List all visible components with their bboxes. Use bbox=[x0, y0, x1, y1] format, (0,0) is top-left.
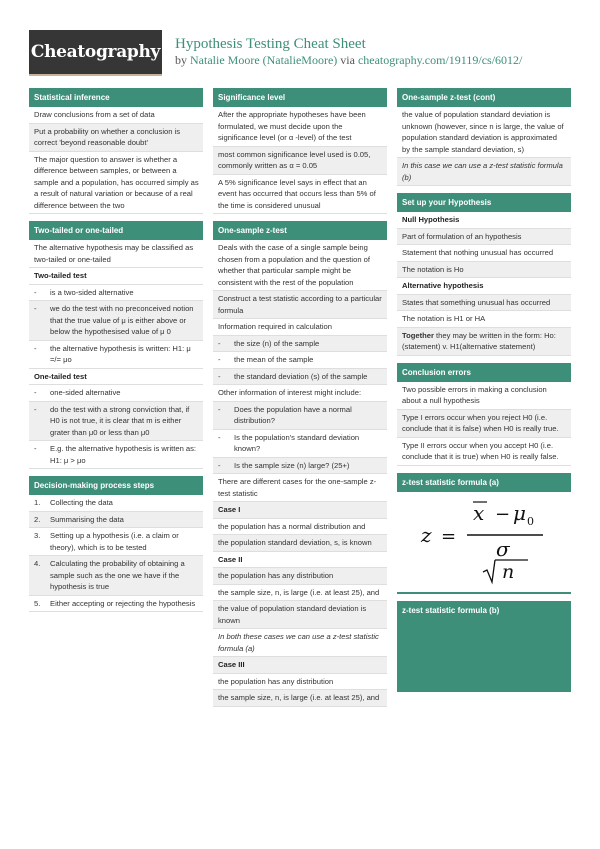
z-formula-svg bbox=[403, 498, 563, 586]
bullet-item: - Is the sample size (n) large? (25+) bbox=[213, 458, 387, 475]
text-row: the population has any distribution bbox=[213, 674, 387, 691]
formula-mu-subscript: 0 bbox=[527, 514, 534, 528]
section-formula-a bbox=[397, 473, 571, 594]
logo-text: Cheatography bbox=[30, 42, 161, 62]
formula-xbar: x bbox=[473, 500, 485, 525]
formula-sigma: σ bbox=[496, 536, 510, 561]
formula-mu: μ bbox=[513, 500, 526, 525]
section-title: z-test statistic formula (b) bbox=[397, 601, 571, 620]
text-row: States that something unusual has occurred bbox=[397, 295, 571, 312]
column-1 bbox=[29, 88, 203, 619]
formula-b-placeholder bbox=[397, 620, 571, 692]
byline: by Natalie Moore (NatalieMoore) via cheatography.com/19119/cs/6012/ bbox=[175, 53, 523, 67]
text-row: The major question to answer is whether a difference between samples, or between a sample and a population, has occurred simply as a result of natural variation or because of a real difference between the two bbox=[29, 152, 203, 215]
subheading: Null Hypothesis bbox=[397, 212, 571, 229]
section-significance-level bbox=[213, 88, 387, 214]
section-decision-steps bbox=[29, 476, 203, 612]
section-conclusion-errors bbox=[397, 363, 571, 466]
formula-n: n bbox=[502, 560, 515, 583]
bullet-item: - the size (n) of the sample bbox=[213, 336, 387, 353]
subheading: One-tailed test bbox=[29, 369, 203, 386]
text-row: A 5% significance level says in effect that an event has occurred that occurs less than 5% of the time is considered unusual bbox=[213, 175, 387, 215]
text-row: Put a probability on whether a conclusion is correct 'beyond reasonable doubt' bbox=[29, 124, 203, 152]
bullet-item: - is a two-sided alternative bbox=[29, 285, 203, 302]
section-one-sample-z-test bbox=[213, 221, 387, 707]
section-title: One-sample z-test bbox=[213, 221, 387, 240]
section-setup-hypothesis bbox=[397, 193, 571, 356]
section-title: Statistical inference bbox=[29, 88, 203, 107]
text-row: The notation is H1 or HA bbox=[397, 311, 571, 328]
text-row: There are different cases for the one-sample z-test statistic bbox=[213, 474, 387, 502]
formula-z: z bbox=[421, 522, 432, 547]
text-row: the population has a normal distribution and bbox=[213, 519, 387, 536]
note-row: In this case we can use a z-test statistic formula (b) bbox=[397, 158, 571, 186]
bullet-item: - the mean of the sample bbox=[213, 352, 387, 369]
text-row: The notation is Ho bbox=[397, 262, 571, 279]
text-row: Information required in calculation bbox=[213, 319, 387, 336]
text-row: Draw conclusions from a set of data bbox=[29, 107, 203, 124]
text-row: Other information of interest might include: bbox=[213, 385, 387, 402]
section-title: Two-tailed or one-tailed bbox=[29, 221, 203, 240]
section-title: Conclusion errors bbox=[397, 363, 571, 382]
text-row: the value of population standard deviation is unknown (however, since n is large, the value of population standard deviation is approximated by the sample standard deviation, s) bbox=[397, 107, 571, 158]
text-row: Construct a test statistic according to a particular formula bbox=[213, 291, 387, 319]
bullet-item: - E.g. the alternative hypothesis is written as: H1: μ > μo bbox=[29, 441, 203, 469]
text-row: The alternative hypothesis may be classified as two-tailed or one-tailed bbox=[29, 240, 203, 268]
numbered-item: 5. Either accepting or rejecting the hypothesis bbox=[29, 596, 203, 613]
section-formula-b bbox=[397, 601, 571, 692]
subheading: Case II bbox=[213, 552, 387, 569]
subheading: Alternative hypothesis bbox=[397, 278, 571, 295]
text-row: Deals with the case of a single sample being chosen from a population and the question of whether that particular sample might be consistent with the rest of the population bbox=[213, 240, 387, 291]
page-title: Hypothesis Testing Cheat Sheet bbox=[175, 36, 366, 52]
section-title: Decision-making process steps bbox=[29, 476, 203, 495]
text-row: the value of population standard deviation is known bbox=[213, 601, 387, 629]
bullet-item: - the alternative hypothesis is written: H1: μ =/= μo bbox=[29, 341, 203, 369]
subheading: Two-tailed test bbox=[29, 268, 203, 285]
sheet-url-link[interactable]: cheatography.com/19119/cs/6012/ bbox=[357, 53, 523, 67]
section-title: z-test statistic formula (a) bbox=[397, 473, 571, 492]
text-row: Two possible errors in making a conclusion about a null hypothesis bbox=[397, 382, 571, 410]
sqrt-sign bbox=[483, 560, 495, 582]
text-row: Statement that nothing unusual has occurred bbox=[397, 245, 571, 262]
text-row: most common significance level used is 0.05, commonly written as α = 0.05 bbox=[213, 147, 387, 175]
text-row: After the appropriate hypotheses have been formulated, we must decide upon the significance level (or α -level) of the test bbox=[213, 107, 387, 147]
bullet-item: - Does the population have a normal distribution? bbox=[213, 402, 387, 430]
text-row: Type II errors occur when you accept H0 (i.e. conclude that it is true) when H0 is really false. bbox=[397, 438, 571, 466]
formula-minus: − bbox=[495, 503, 511, 525]
text-row: Together they may be written in the form: Ho: (statement) v. H1(alternative statement) bbox=[397, 328, 571, 356]
subheading: Case I bbox=[213, 502, 387, 519]
section-one-sample-cont bbox=[397, 88, 571, 186]
bullet-item: - the standard deviation (s) of the sample bbox=[213, 369, 387, 386]
numbered-item: 4. Calculating the probability of obtaining a sample such as the one we have if the hypothesis is true bbox=[29, 556, 203, 596]
subheading: Case III bbox=[213, 657, 387, 674]
text-row: the population has any distribution bbox=[213, 568, 387, 585]
section-title: Set up your Hypothesis bbox=[397, 193, 571, 212]
note-row: In both these cases we can use a z-test statistic formula (a) bbox=[213, 629, 387, 657]
text-row: the sample size, n, is large (i.e. at least 25), and bbox=[213, 690, 387, 707]
author-link[interactable]: Natalie Moore (NatalieMoore) bbox=[190, 53, 338, 67]
column-2 bbox=[213, 88, 387, 714]
section-title: One-sample z-test (cont) bbox=[397, 88, 571, 107]
numbered-item: 2. Summarising the data bbox=[29, 512, 203, 529]
formula-equals: = bbox=[441, 525, 457, 547]
section-two-tailed bbox=[29, 221, 203, 469]
column-3 bbox=[397, 88, 571, 699]
bullet-item: - one-sided alternative bbox=[29, 385, 203, 402]
z-formula-image bbox=[397, 492, 571, 594]
text-row: Type I errors occur when you reject H0 (i.e. conclude that it is false) when H0 is really true. bbox=[397, 410, 571, 438]
text-row: the sample size, n, is large (i.e. at least 25), and bbox=[213, 585, 387, 602]
bullet-item: - we do the test with no preconceived notion that the true value of μ is either above or below the hypothesised value of μ 0 bbox=[29, 301, 203, 341]
bullet-item: - do the test with a strong conviction that, if H0 is not true, it is clear that m is either grater than μ0 or less than μ0 bbox=[29, 402, 203, 442]
cheatography-logo[interactable] bbox=[29, 30, 162, 76]
text-row: Part of formulation of an hypothesis bbox=[397, 229, 571, 246]
text-row: the population standard deviation, s, is known bbox=[213, 535, 387, 552]
bullet-item: - Is the population's standard deviation known? bbox=[213, 430, 387, 458]
section-statistical-inference bbox=[29, 88, 203, 214]
numbered-item: 3. Setting up a hypothesis (i.e. a claim or theory), which is to be tested bbox=[29, 528, 203, 556]
section-title: Significance level bbox=[213, 88, 387, 107]
numbered-item: 1. Collecting the data bbox=[29, 495, 203, 512]
